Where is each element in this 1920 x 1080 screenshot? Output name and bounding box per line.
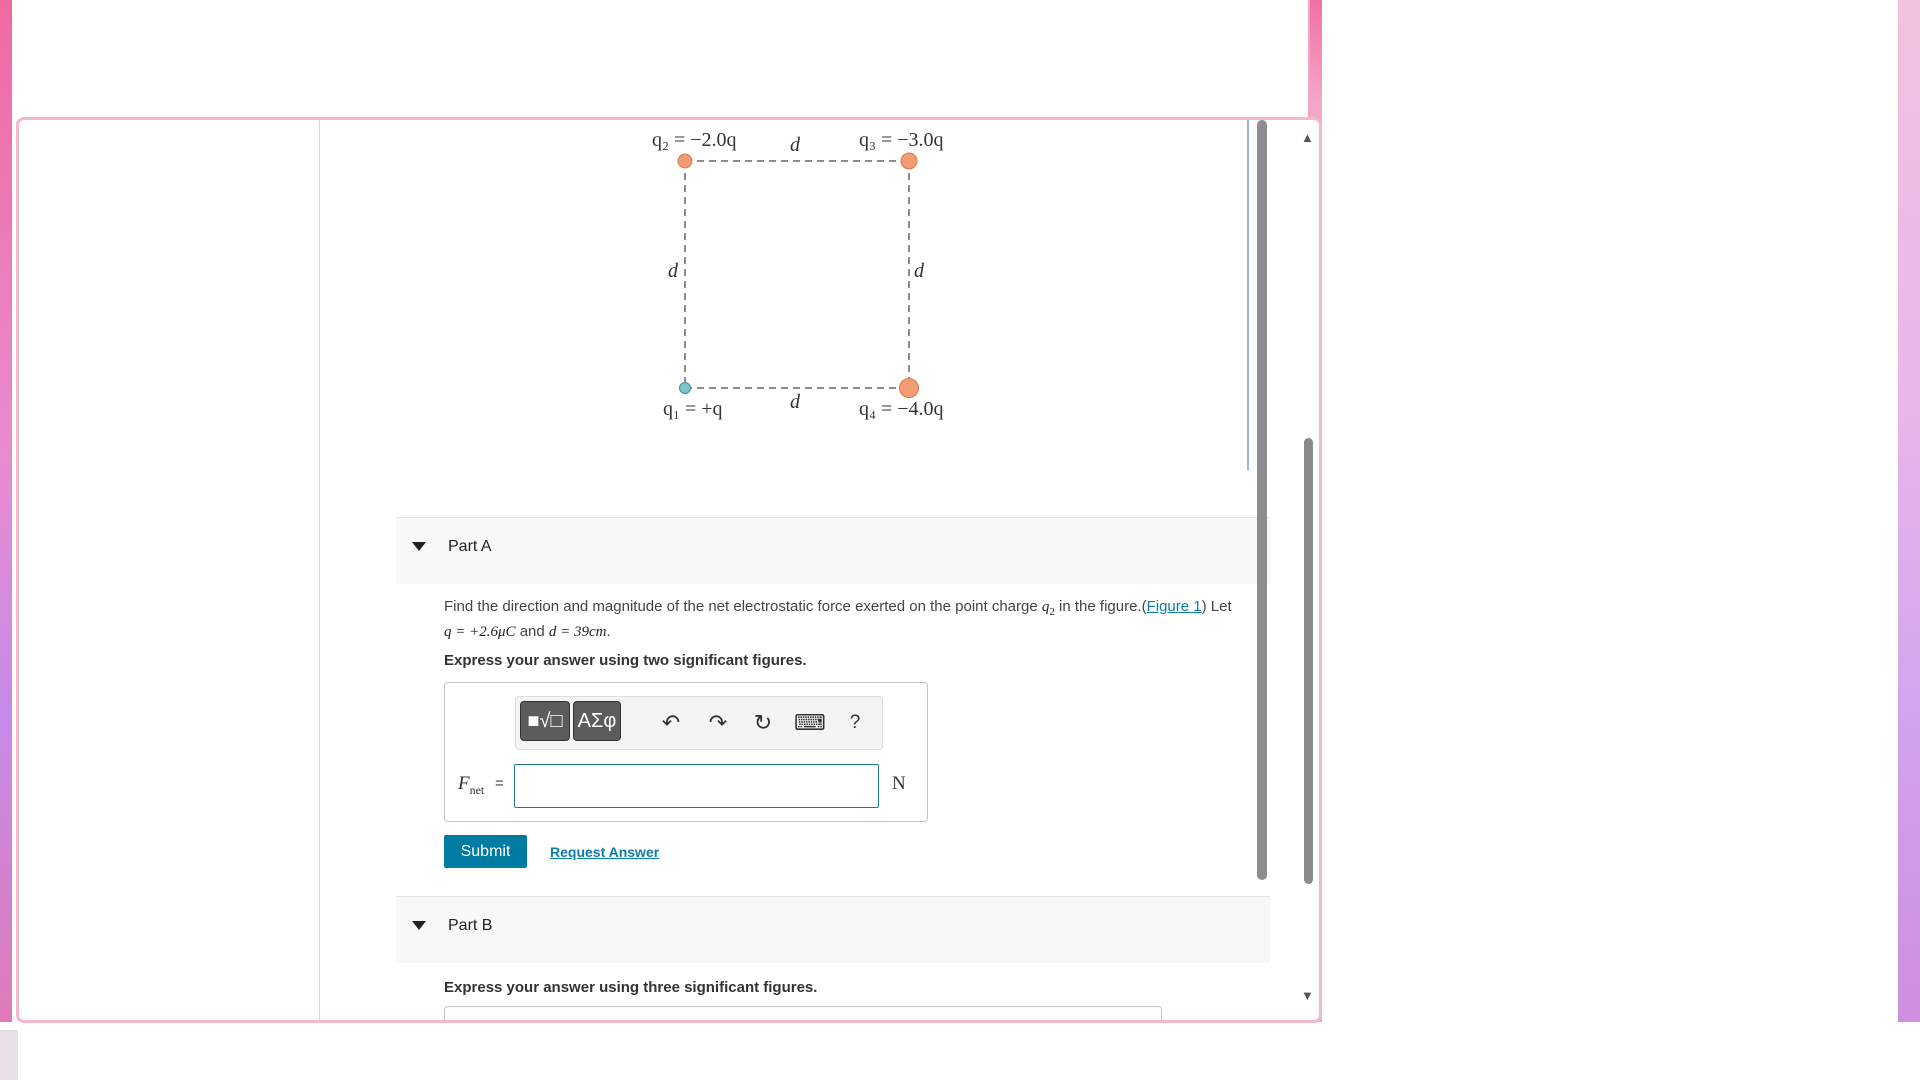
variable-symbol: F (458, 773, 470, 794)
figure-edge (1247, 120, 1249, 470)
scroll-up-icon[interactable]: ▲ (1301, 130, 1314, 145)
part-a-title: Part A (448, 538, 492, 555)
outer-scrollbar-thumb[interactable] (1304, 438, 1313, 884)
figure-link[interactable]: Figure 1 (1146, 598, 1202, 615)
part-b-answer-box (444, 1006, 1162, 1020)
part-b-header[interactable] (396, 896, 1270, 963)
variable-label (458, 773, 484, 798)
part-a-instruction: Express your answer using two significant figures. (444, 652, 807, 669)
label-q1: q₁ = +q (663, 398, 723, 420)
submit-button[interactable]: Submit (444, 835, 527, 868)
caret-down-icon[interactable] (412, 542, 426, 551)
part-b-instruction: Express your answer using three significant figures. (444, 979, 818, 996)
reset-icon[interactable]: ↻ (753, 710, 773, 735)
variable-sub: net (469, 782, 485, 797)
equals-sign: = (495, 775, 504, 792)
label-q3: q₃ = −3.0q (859, 129, 944, 151)
undo-icon[interactable]: ↶ (661, 710, 681, 735)
label-d-right: d (914, 260, 924, 282)
part-a-question: Find the direction and magnitude of the net electrostatic force exerted on the point charge $q_2$ in the figure.(Figure 1) Let q = +2.6μC and d = 39cm. (444, 598, 1232, 640)
question-prefix: Find the direction and magnitude of the net electrostatic force exerted on the point charge (444, 598, 1042, 615)
q-value: q = +2.6μC (444, 624, 516, 640)
question-var: q (1041, 599, 1050, 615)
request-answer-link[interactable]: Request Answer (550, 844, 660, 860)
left-panel (19, 120, 320, 1020)
question-var-sub: 2 (1049, 606, 1055, 618)
label-q4: q₄ = −4.0q (859, 398, 944, 420)
charge-figure (630, 120, 960, 440)
inner-scrollbar-thumb[interactable] (1257, 120, 1267, 880)
templates-button[interactable] (520, 701, 570, 741)
greek-symbols-button[interactable] (573, 701, 621, 741)
scroll-down-icon[interactable]: ▼ (1301, 988, 1314, 1003)
charge-q2 (678, 154, 692, 168)
templates-icon: ■√□ (527, 709, 563, 732)
label-d-left: d (668, 260, 678, 282)
and-text: and (519, 623, 545, 640)
figure-modal (16, 117, 1322, 1023)
charge-q4 (900, 379, 919, 398)
label-d-top: d (790, 134, 800, 156)
unit-label: N (892, 773, 906, 794)
redo-icon[interactable]: ↷ (708, 710, 728, 735)
part-a-header[interactable] (396, 517, 1270, 584)
background-bottom-left (0, 1030, 18, 1080)
question-mid: in the figure. (1054, 598, 1142, 615)
help-icon[interactable]: ? (849, 712, 861, 733)
keyboard-icon[interactable]: ⌨ (794, 710, 826, 735)
answer-box (444, 682, 928, 822)
charge-q3 (901, 153, 917, 169)
question-let: ) Let (1201, 598, 1232, 615)
caret-down-icon[interactable] (412, 921, 426, 930)
greek-icon: ΑΣφ (577, 709, 617, 732)
part-b-title: Part B (448, 917, 493, 934)
d-value: d = 39cm (548, 624, 607, 640)
charge-q1 (680, 383, 691, 394)
background-left-strip (0, 0, 12, 1022)
content-panel (320, 120, 1270, 1020)
math-toolbar (515, 696, 883, 750)
answer-input[interactable] (514, 764, 879, 808)
background-far-right (1898, 0, 1920, 1022)
label-q2: q₂ = −2.0q (652, 129, 737, 151)
top-area (20, 0, 1310, 117)
label-d-bottom: d (790, 391, 800, 413)
